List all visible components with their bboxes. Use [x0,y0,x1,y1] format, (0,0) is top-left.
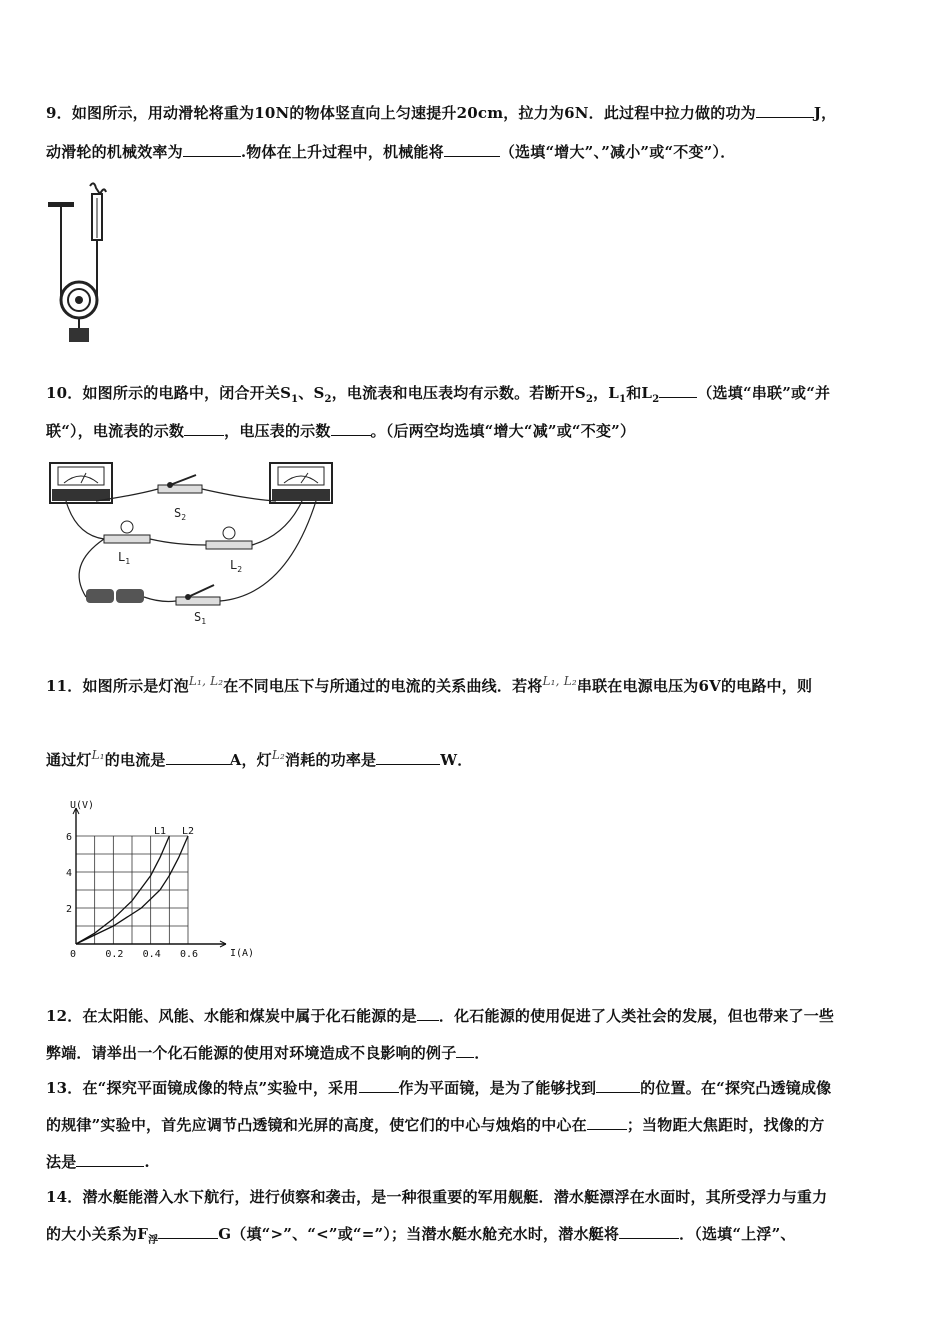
q9-blank-mech-energy[interactable] [444,142,500,157]
label-l1: $L_1$ [118,550,131,566]
y-axis-label: U(V) [70,800,95,811]
q10-blank-connection[interactable] [659,383,697,398]
battery [86,589,144,603]
y-tick-label: 4 [66,868,73,879]
q11-line2: 通过灯$^{L_1}$的电流是 A，灯$^{L_2}$消耗的功率是 W． [46,748,473,769]
q10-line1: 10．如图所示的电路中，闭合开关$S_1$、$S_2$，电流表和电压表均有示数。若断开$S_2$，$L_1$和$L_2$ （选填“串联”或“并 [46,384,831,405]
legend-l2: L2 [182,826,195,837]
q10-blank-ammeter[interactable] [184,421,224,436]
switch-s1 [176,585,220,605]
q14-blank-compare[interactable] [158,1224,218,1239]
q13-blank-method[interactable] [76,1152,144,1167]
q11-blank-power[interactable] [376,750,440,765]
chart-grid [76,836,188,944]
chart-labels [66,800,254,960]
x-tick-label: 0.6 [180,949,199,960]
q13-blank-position[interactable] [596,1078,640,1093]
x-tick-label: 0 [70,949,77,960]
q13-line3: 法是 . [46,1153,150,1171]
q12-line1: 12．在太阳能、风能、水能和煤炭中属于化石能源的是 ．化石能源的使用促进了人类社会的发展，但也带来了一些 [46,1007,835,1025]
q9-line2: 动滑轮的机械效率为 .物体在上升过程中，机械能将 （选填“增大”、”减小”或“不变”）． [46,143,736,161]
q10-line2: 联“），电流表的示数 ，电压表的示数 。（后两空均选填“增大“减”或“不变”） [46,422,636,440]
pulley-figure [44,178,114,344]
ammeter [270,463,332,503]
q10-blank-voltmeter[interactable] [331,421,371,436]
y-tick-label: 2 [66,904,73,915]
label-s1: $S_1$ [194,610,207,626]
circuit-figure [46,455,346,635]
legend-l1: L1 [154,826,167,837]
q11-blank-current[interactable] [166,750,230,765]
bulb-l1 [104,521,150,543]
q13-blank-mirror[interactable] [359,1078,399,1093]
x-tick-label: 0.2 [105,949,124,960]
switch-s2 [158,475,202,493]
label-l2: $L_2$ [230,558,243,574]
q13-blank-center[interactable] [587,1115,627,1130]
x-axis-label: I(A) [230,948,255,959]
bulb-l2 [206,527,252,549]
y-tick-label: 6 [66,832,73,843]
q11-line1: 11．如图所示是灯泡$^{L_1, L_2}$在不同电压下与所通过的电流的关系曲线．若将$^{L_1, L_2}$串联在电源电压为6V的电路中，则 [46,674,813,695]
q14-line2: 的大小关系为$F_浮$ G（填“>”、“<”或“=”）；当潜水艇水舱充水时，潜水艇将 ．（选填“上浮”、 [46,1225,796,1246]
q12-blank-example[interactable] [456,1043,474,1058]
q14-line1: 14．潜水艇能潜入水下航行，进行侦察和袭击，是一种很重要的军用舰艇．潜水艇漂浮在水面时，其所受浮力与重力 [46,1188,828,1206]
q13-line1: 13．在“探究平面镜成像的特点”实验中，采用 作为平面镜，是为了能够找到 的位置。在“探究凸透镜成像 [46,1079,832,1097]
q14-blank-state[interactable] [619,1224,679,1239]
x-tick-label: 0.4 [142,949,161,960]
q9-blank-work[interactable] [756,103,814,118]
q12-blank-fossil[interactable] [417,1006,439,1021]
q12-line2: 弊端．请举出一个化石能源的使用对环境造成不良影响的例子 ． [46,1044,490,1062]
ui-chart [56,800,266,965]
label-s2: $S_2$ [174,506,187,522]
q9-blank-efficiency[interactable] [183,142,241,157]
q13-line2: 的规律”实验中，首先应调节凸透镜和光屏的高度，使它们的中心与烛焰的中心在 ；当物距大焦距时，找像的方 [46,1116,825,1134]
voltmeter [50,463,112,503]
q9-line1: 9．如图所示，用动滑轮将重为10N的物体竖直向上匀速提升20cm，拉力为6N．此过程中拉力做的功为 J， [46,104,837,122]
